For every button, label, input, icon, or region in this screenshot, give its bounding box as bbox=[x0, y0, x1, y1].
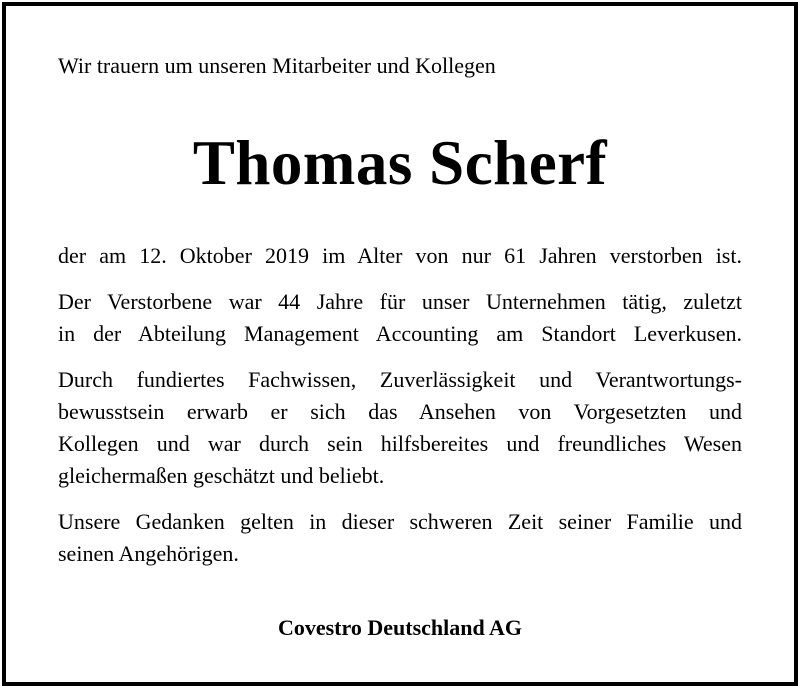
text-line: seinen Angehörigen. bbox=[58, 541, 239, 566]
text-line: in der Abteilung Management Accounting am Standort Leverkusen. bbox=[58, 321, 742, 346]
obituary-notice bbox=[2, 2, 798, 686]
text-line: Der Verstorbene war 44 Jahre für unser Unternehmen tätig, zuletzt bbox=[58, 289, 742, 314]
company-signature: Covestro Deutschland AG bbox=[277, 615, 523, 640]
text-line: der am 12. Oktober 2019 im Alter von nur 61 Jahren verstorben ist. bbox=[58, 243, 742, 268]
intro-line: Wir trauern um unseren Mitarbeiter und Kollegen bbox=[58, 53, 496, 78]
text-line: Kollegen und war durch sein hilfsbereites und freundliches Wesen bbox=[58, 431, 742, 456]
text-line: Unsere Gedanken gelten in dieser schweren Zeit seiner Familie und bbox=[58, 509, 742, 534]
text-line: bewusstsein erwarb er sich das Ansehen von Vorgesetzten und bbox=[58, 399, 742, 424]
text-line: Durch fundiertes Fachwissen, Zuverlässigkeit und Verantwortungs- bbox=[58, 367, 742, 392]
deceased-name: Thomas Scherf bbox=[192, 128, 608, 198]
text-line: gleichermaßen geschätzt und beliebt. bbox=[58, 463, 385, 488]
